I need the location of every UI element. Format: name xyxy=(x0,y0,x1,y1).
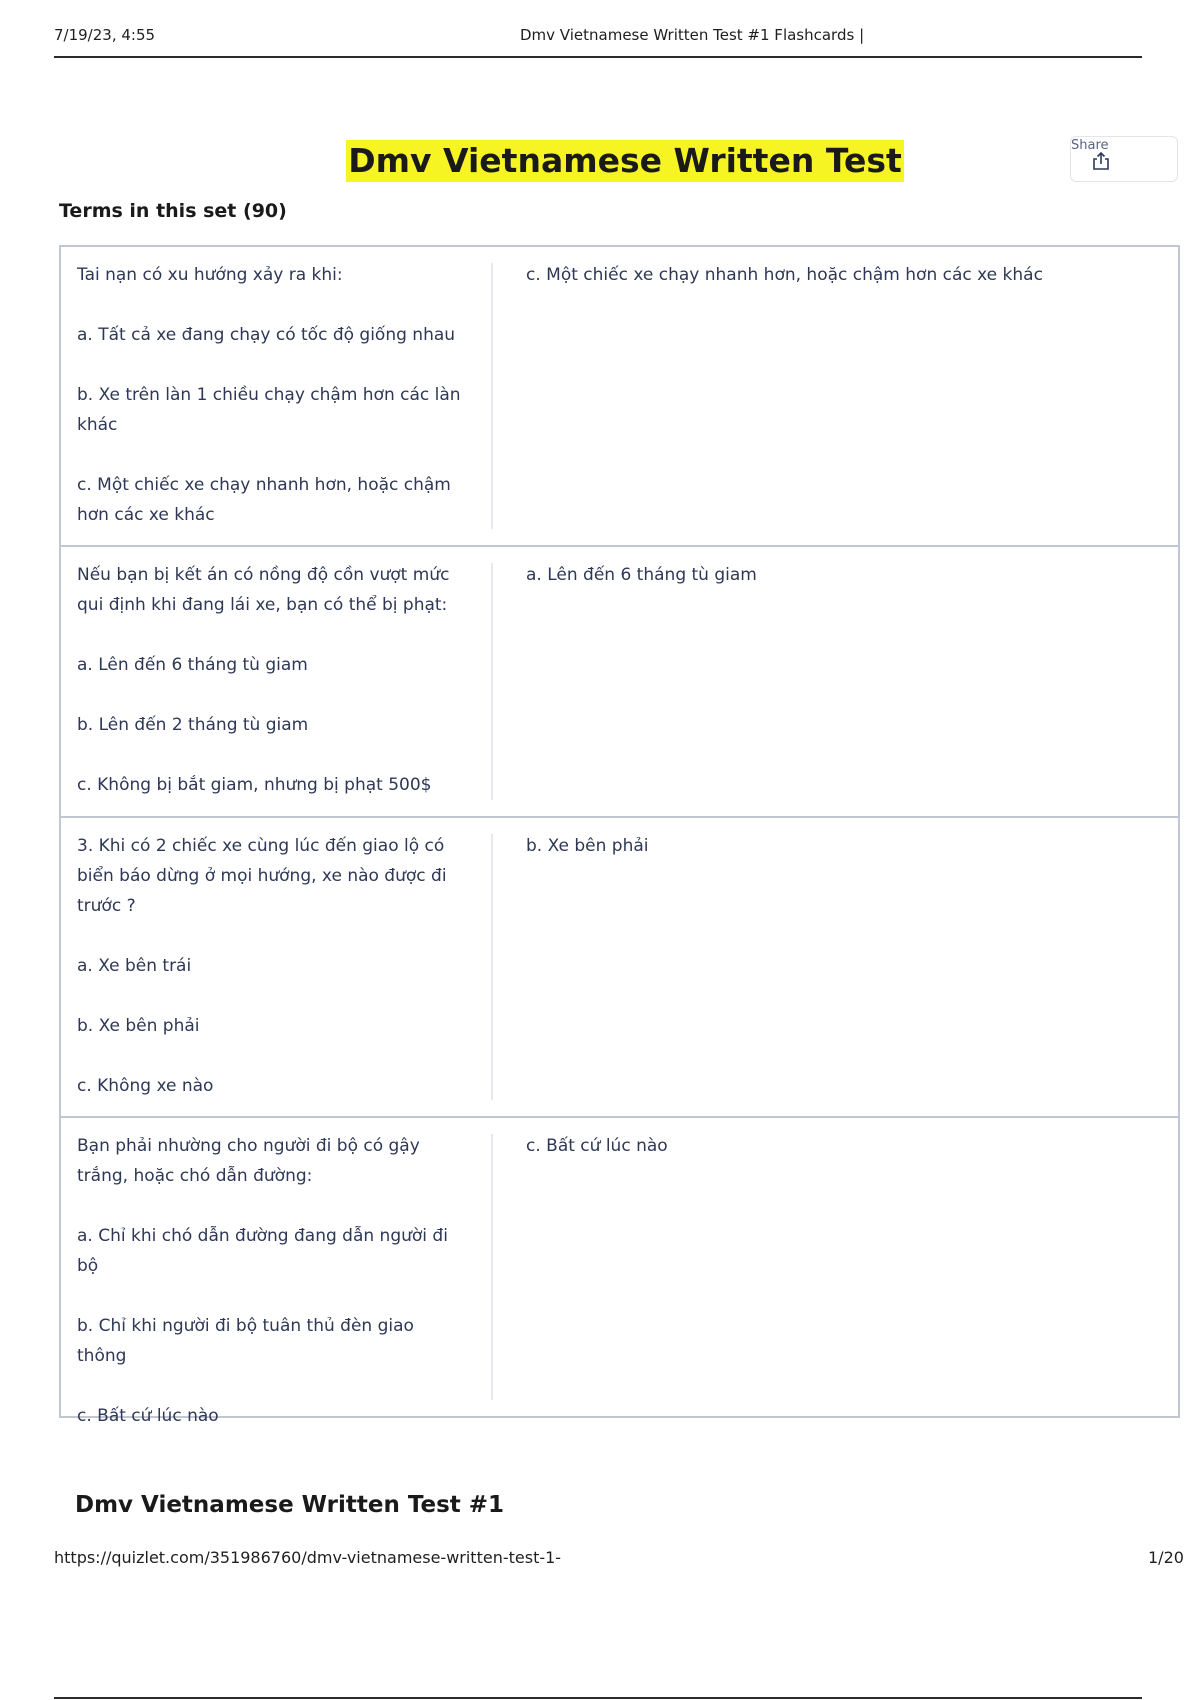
option-c: c. Một chiếc xe chạy nhanh hơn, hoặc chậm hơn các xe khác xyxy=(77,475,451,525)
share-button[interactable] xyxy=(1070,136,1178,182)
card-back xyxy=(526,260,1146,290)
page-title: Dmv Vietnamese Written Test xyxy=(348,141,902,180)
flashcard xyxy=(61,545,1178,816)
print-date: 7/19/23, 4:55 xyxy=(54,26,156,44)
card-back xyxy=(526,1131,1146,1161)
answer-text: b. Xe bên phải xyxy=(526,836,649,856)
option-a: a. Chỉ khi chó dẫn đường đang dẫn người đi bộ xyxy=(77,1226,448,1276)
option-a: a. Lên đến 6 tháng tù giam xyxy=(77,655,308,675)
card-front xyxy=(77,831,462,1101)
answer-text: a. Lên đến 6 tháng tù giam xyxy=(526,565,757,585)
title-container xyxy=(0,140,1200,182)
share-label: Share xyxy=(1071,138,1109,153)
option-c: c. Không xe nào xyxy=(77,1076,214,1096)
terms-count: Terms in this set (90) xyxy=(59,200,287,222)
section-title: Dmv Vietnamese Written Test #1 xyxy=(75,1492,505,1518)
print-header xyxy=(54,26,1142,58)
card-divider xyxy=(491,834,493,1100)
share-icon xyxy=(1091,151,1111,171)
card-back xyxy=(526,831,1146,861)
flashcard xyxy=(61,816,1178,1116)
print-doc-title: Dmv Vietnamese Written Test #1 Flashcards | xyxy=(520,26,865,44)
card-divider xyxy=(491,1134,493,1400)
card-front xyxy=(77,560,462,800)
page-url-link[interactable]: https://quizlet.com/351986760/dmv-vietnamese-written-test-1- xyxy=(54,1548,562,1567)
question-text: Nếu bạn bị kết án có nồng độ cồn vượt mức qui định khi đang lái xe, bạn có thể bị phạt: xyxy=(77,565,450,615)
option-a: a. Xe bên trái xyxy=(77,956,192,976)
question-text: 3. Khi có 2 chiếc xe cùng lúc đến giao lộ có biển báo dừng ở mọi hướng, xe nào được đi trước ? xyxy=(77,836,447,916)
option-c: c. Không bị bắt giam, nhưng bị phạt 500$ xyxy=(77,775,432,795)
option-b: b. Chỉ khi người đi bộ tuân thủ đèn giao thông xyxy=(77,1316,414,1366)
card-divider xyxy=(491,563,493,800)
option-a: a. Tất cả xe đang chạy có tốc độ giống nhau xyxy=(77,325,456,345)
card-list xyxy=(59,245,1180,1426)
flashcard xyxy=(61,1116,1178,1426)
card-back xyxy=(526,560,1146,590)
answer-text: c. Một chiếc xe chạy nhanh hơn, hoặc chậm hơn các xe khác xyxy=(526,265,1043,285)
flashcard xyxy=(61,245,1178,545)
card-front xyxy=(77,1131,462,1431)
card-front xyxy=(77,260,462,530)
question-text: Tai nạn có xu hướng xảy ra khi: xyxy=(77,265,343,285)
card-divider xyxy=(491,263,493,529)
answer-text: c. Bất cứ lúc nào xyxy=(526,1136,668,1156)
page-number: 1/20 xyxy=(1148,1548,1184,1567)
bottom-divider xyxy=(54,1697,1142,1699)
option-b: b. Lên đến 2 tháng tù giam xyxy=(77,715,309,735)
option-b: b. Xe trên làn 1 chiều chạy chậm hơn các làn khác xyxy=(77,385,461,435)
option-c: c. Bất cứ lúc nào xyxy=(77,1406,219,1426)
question-text: Bạn phải nhường cho người đi bộ có gậy trắng, hoặc chó dẫn đường: xyxy=(77,1136,420,1186)
option-b: b. Xe bên phải xyxy=(77,1016,200,1036)
